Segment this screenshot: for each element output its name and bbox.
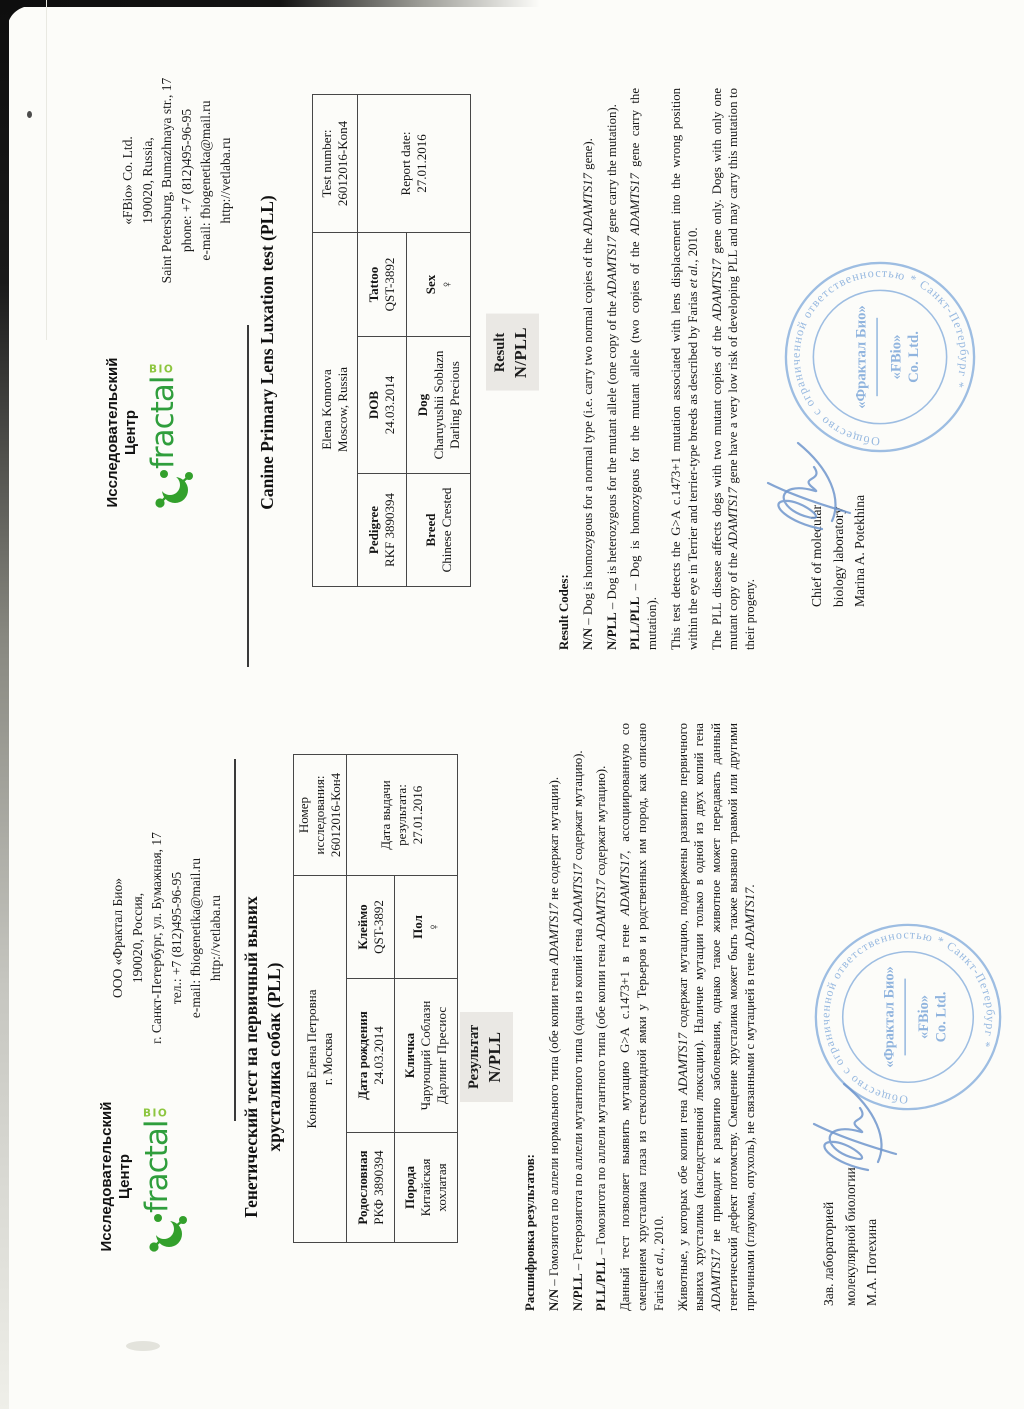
report-date-label: Дата выдачи результата: xyxy=(378,780,409,850)
report-date-value: 27.01.2016 xyxy=(410,785,425,845)
scan-smudge xyxy=(126,1341,160,1351)
breed-cell: Порода Китайская хохлатая xyxy=(395,1133,458,1243)
dog-info-table xyxy=(312,94,471,587)
dob-cell: Дата рождения 24.03.2014 xyxy=(347,979,395,1133)
tattoo-cell: Клеймо QST-3892 xyxy=(347,876,395,979)
certificate-title-line: Генетический тест на первичный вывих xyxy=(241,896,261,1218)
address-block xyxy=(108,763,225,1113)
owner-cell xyxy=(294,876,347,1243)
logo-bio-text: BIO xyxy=(149,363,175,376)
org-name-line: Центр xyxy=(122,409,139,456)
org-name-line: Исследовательский xyxy=(104,357,121,508)
org-name-line: Центр xyxy=(116,1153,133,1200)
svg-text:Общество с ограниченной ответс: Общество с ограниченной ответственностью * Санкт-Петербург * xyxy=(818,927,998,1107)
svg-text:«FBio»: «FBio» xyxy=(888,334,905,380)
result-value: N/PLL xyxy=(511,326,530,379)
svg-text:«Фрактал Био»: «Фрактал Био» xyxy=(881,966,898,1068)
test-number-cell xyxy=(294,755,347,876)
result-codes-heading: Result Codes: xyxy=(557,574,571,650)
result-value: N/PLL xyxy=(485,1031,504,1083)
result-codes-section xyxy=(522,723,766,1311)
company-stamp xyxy=(782,259,978,455)
certificate-title xyxy=(240,705,286,1409)
signature-line: biology laboratory xyxy=(830,506,846,607)
org-name xyxy=(104,340,140,525)
test-number-value: 26012016-Кон4 xyxy=(328,772,343,858)
dog-name-cell: Кличка Чарующий Соблазн Дарлинг Пресиос xyxy=(395,979,458,1133)
header-rule xyxy=(247,325,249,667)
svg-text:«FBio»: «FBio» xyxy=(916,995,933,1039)
signature-scribble-icon xyxy=(798,1069,903,1184)
paragraph: N/N – Гомозигота по аллели нормального типа (обе копии гена ADAMTS17 не содержат мутации). xyxy=(546,776,561,1311)
paragraph: N/PLL – Гетерозигота по аллели мутантного типа (одна из копий гена ADAMTS17 содержат мутацию). xyxy=(570,750,585,1311)
svg-text:Общество с ограниченной ответс: Общество с ограниченной ответственностью * Санкт-Петербург * xyxy=(788,265,972,449)
result-codes-section xyxy=(556,88,766,650)
address-line: 190020, Russia, xyxy=(139,137,155,224)
svg-text:Co. Ltd.: Co. Ltd. xyxy=(906,331,923,383)
scan-edge-left xyxy=(0,0,9,1409)
owner-cell xyxy=(313,233,358,587)
svg-text:«Фрактал Био»: «Фрактал Био» xyxy=(853,305,870,409)
paragraph: Животные, у которых обе копии гена ADAMTS17 содержат мутацию, подвержены развитию первичного вывиха хрусталика (наследственной люксации). Наличие мутации только в одной из двух копий гена ADAMTS17 не приводит к развитию заболевания, однако такое животное может передавать данный генетический дефект потомству. Смещение хрусталика может быть также вызвано травмой или другими причинами (глаукома, опухоль), не связанными с мутацией в гене ADAMTS17. xyxy=(675,723,757,1311)
dog-name-cell: Dog Charuyushii Soblazn Darling Precious xyxy=(407,337,471,474)
owner-city: Moscow, Russia xyxy=(335,366,350,453)
address-line: phone: +7 (812)495-96-95 xyxy=(178,108,194,253)
paragraph: PLL/PLL – Гомозигота по аллели мутантного типа (обе копии гена ADAMTS17 содержат мутацию). xyxy=(594,765,609,1311)
owner-name: Коннова Елена Петровна xyxy=(304,989,319,1129)
address-line: 190020, Россия, xyxy=(129,892,145,984)
test-number-label: Номер исследования: xyxy=(296,775,327,855)
scan-crease xyxy=(46,0,47,340)
signature-line: Chief of molecular xyxy=(809,505,824,607)
signature-line: молекулярной биологии xyxy=(842,1167,858,1306)
header-rule xyxy=(234,759,236,1121)
pedigree-cell: Pedigree RKF 3890394 xyxy=(358,474,407,587)
signature-scribble-icon xyxy=(752,428,857,543)
svg-text:Co. Ltd.: Co. Ltd. xyxy=(933,991,950,1043)
paragraph: This test detects the G>A c.1473+1 mutation associated with lens displacement into the wrong position within the eye in Terrier and terrier-type breeds as described by Farias et al., 2010. xyxy=(668,88,700,650)
result-box xyxy=(486,314,539,391)
fractal-bio-logo xyxy=(139,1107,188,1253)
address-block xyxy=(118,8,235,353)
pedigree-cell: Родословная РКФ 3890394 xyxy=(347,1133,395,1243)
logo-bio-text: BIO xyxy=(143,1107,169,1120)
logo-brand-text: fractal xyxy=(139,1120,175,1213)
address-line: г. Санкт-Петербург, ул. Бумажная, 17 xyxy=(149,832,164,1044)
certificate-title-line: хрусталика собак (PLL) xyxy=(264,962,284,1152)
certificate-title: Canine Primary Lens Luxation test (PLL) xyxy=(257,195,277,510)
sex-cell: Пол ♀ xyxy=(395,876,458,979)
fractal-ball-icon xyxy=(148,469,194,509)
address-line: «FBio» Co. Ltd. xyxy=(120,136,135,225)
paragraph: Данный тест позволяет выявить мутацию G>A c.1473+1 в гене ADAMTS17, ассоциированную со смещением хрусталика глаза из стекловидной ямки у Терьеров и родственных им пород, как описано Farias et al., 2010. xyxy=(618,723,666,1311)
fractal-ball-icon xyxy=(142,1213,188,1253)
dog-info-table xyxy=(293,754,458,1243)
paragraph: N/N – Dog is homozygous for a normal type (i.e. carry two normal copies of the ADAMTS17 gene). xyxy=(580,138,595,650)
address-line: e-mail: fbiogenetika@mail.ru xyxy=(188,857,203,1019)
test-number-value: 26012016-Kon4 xyxy=(335,120,350,207)
breed-cell: Breed Chinese Crested xyxy=(407,474,471,587)
report-date-label: Report date: xyxy=(398,131,413,196)
result-box xyxy=(460,1012,513,1102)
signature-block xyxy=(818,1167,883,1306)
address-line: Saint Petersburg, Bumazhnaya str., 17 xyxy=(159,77,174,284)
address-line: тел.: +7 (812)495-96-95 xyxy=(168,871,184,1005)
dob-cell: DOB 24.03.2014 xyxy=(358,337,407,474)
test-number-label: Test number: xyxy=(319,129,334,198)
result-label: Result xyxy=(492,332,508,373)
signature-line: М.А. Потехина xyxy=(864,1218,879,1306)
result-codes-heading: Расшифровка результатов: xyxy=(523,1154,537,1311)
paragraph: N/PLL – Dog is heterozygous for the mutant allele (one copy of the ADAMTS17 gene carry the mutation). xyxy=(604,104,619,650)
tattoo-cell: Tattoo QST-3892 xyxy=(358,233,407,337)
address-line: e-mail: fbiogenetika@mail.ru xyxy=(198,100,213,261)
address-line: ООО «Фрактал Био» xyxy=(110,878,125,998)
org-name-line: Исследовательский xyxy=(98,1101,115,1252)
paragraph: The PLL disease affects dogs with two mutant copies of the ADAMTS17 gene only. Dogs with only one mutant copy of the ADAMTS17 gene have a very low risk of developing PLL and may carry this mutation to their progeny. xyxy=(709,88,758,650)
fractal-bio-logo xyxy=(145,363,194,509)
owner-city: г. Москва xyxy=(320,1032,335,1086)
signature-line: Зав. лабораторией xyxy=(821,1201,836,1306)
address-line: http://vetlaba.ru xyxy=(217,137,233,224)
paragraph: PLL/PLL – Dog is homozygous for the mutant allele (two copies of the ADAMTS17 gene carry the mutation). xyxy=(628,88,660,650)
scan-edge-top xyxy=(0,0,540,7)
owner-name: Elena Konnova xyxy=(319,369,334,450)
address-line: http://vetlaba.ru xyxy=(207,895,223,981)
report-date-cell xyxy=(358,95,471,233)
result-label: Результат xyxy=(466,1024,482,1090)
sex-cell: Sex ♀ xyxy=(407,233,471,337)
scan-paper-corner xyxy=(7,6,67,66)
report-date-value: 27.01.2016 xyxy=(414,134,429,193)
report-date-cell xyxy=(347,755,458,876)
scan-speck xyxy=(27,111,32,118)
signature-line: Marina A. Potekhina xyxy=(852,494,867,607)
certificate-russian xyxy=(0,705,1024,1409)
logo-brand-text: fractal xyxy=(145,376,181,469)
test-number-cell xyxy=(313,95,358,233)
